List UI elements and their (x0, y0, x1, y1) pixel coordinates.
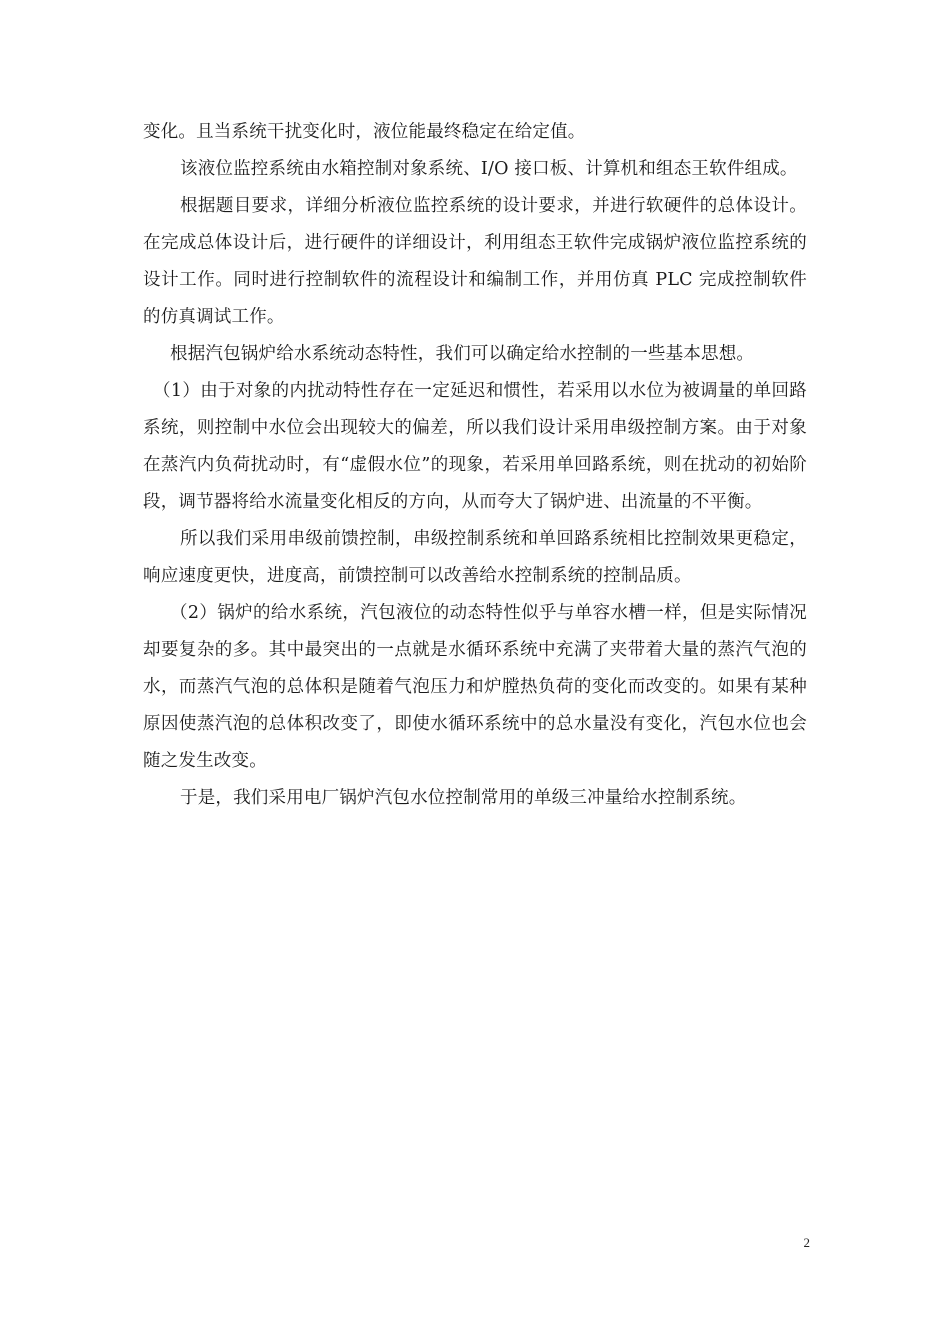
paragraph-cascade-feedforward: 所以我们采用串级前馈控制，串级控制系统和单回路系统相比控制效果更稳定，响应速度更快，进度高，前馈控制可以改善给水控制系统的控制品质。 (143, 529, 807, 586)
paragraph-continuation: 变化。且当系统干扰变化时，液位能最终稳定在给定值。 (143, 122, 586, 142)
paragraph-design-requirements: 根据题目要求，详细分析液位监控系统的设计要求，并进行软硬件的总体设计。在完成总体设计后，进行硬件的详细设计，利用组态王软件完成锅炉液位监控系统的设计工作。同时进行控制软件的流程设计和编制工作，并用仿真 PLC 完成控制软件的仿真调试工作。 (143, 196, 807, 327)
paragraph-point-1: （1）由于对象的内扰动特性存在一定延迟和惯性，若采用以水位为被调量的单回路系统，则控制中水位会出现较大的偏差，所以我们设计采用串级控制方案。由于对象在蒸汽内负荷扰动时，有“虚假水位”的现象，若采用单回路系统，则在扰动的初始阶段，调节器将给水流量变化相反的方向，从而夸大了锅炉进、出流量的不平衡。 (143, 381, 807, 512)
body-text (143, 114, 807, 817)
page-number: 2 (803, 1235, 810, 1250)
paragraph-conclusion: 于是，我们采用电厂锅炉汽包水位控制常用的单级三冲量给水控制系统。 (180, 788, 747, 808)
paragraph-point-2: （2）锅炉的给水系统，汽包液位的动态特性似乎与单容水槽一样，但是实际情况却要复杂的多。其中最突出的一点就是水循环系统中充满了夹带着大量的蒸汽气泡的水，而蒸汽气泡的总体积是随着气泡压力和炉膛热负荷的变化而改变的。如果有某种原因使蒸汽泡的总体积改变了，即使水循环系统中的总水量没有变化，汽包水位也会随之发生改变。 (143, 603, 807, 771)
paragraph-basic-idea: 根据汽包锅炉给水系统动态特性，我们可以确定给水控制的一些基本思想。 (170, 344, 755, 364)
paragraph-system-composition: 该液位监控系统由水箱控制对象系统、I/O 接口板、计算机和组态王软件组成。 (180, 159, 798, 179)
